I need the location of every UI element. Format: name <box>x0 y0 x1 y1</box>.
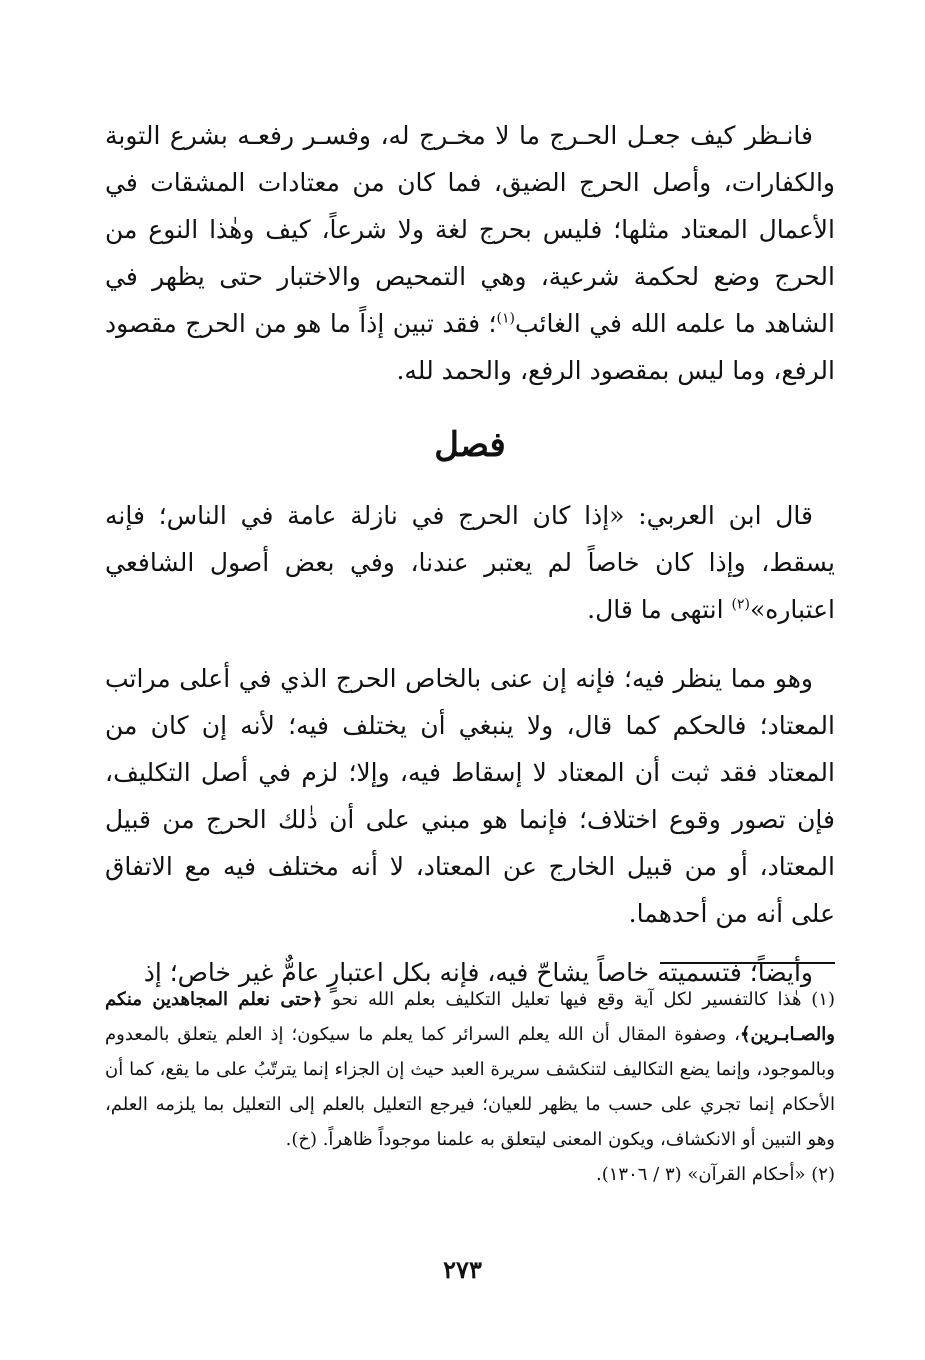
paragraph-2-text: قال ابن العربي: «إذا كان الحرج في نازلة عامة في الناس؛ فإنه يسقط، وإذا كان خاصاً لم يعتبر عندنا، وفي بعض أصول الشافعي اعتباره» <box>105 501 835 624</box>
page-number: ٢٧٣ <box>443 1255 482 1284</box>
footnote-1 <box>105 982 835 1157</box>
section-heading: فصل <box>434 425 506 465</box>
footnote-2: (٢) «أحكام القرآن» (٣ / ١٣٠٦). <box>596 1164 835 1185</box>
paragraph-2 <box>105 492 835 633</box>
paragraph-1 <box>105 112 835 394</box>
paragraph-2-end: انتهى ما قال. <box>587 595 732 624</box>
paragraph-3: وهو مما ينظر فيه؛ فإنه إن عنى بالخاص الحرج الذي في أعلى مراتب المعتاد؛ فالحكم كما قال، ولا ينبغي أن يختلف فيه؛ لأنه إن كان من المعتاد فقد ثبت أن المعتاد لا إسقاط فيه، وإلا؛ لزم في أصل التكليف، فإن تصور وقوع اختلاف؛ فإنما هو مبني على أن ذٰلك الحرج من قبيل المعتاد، أو من قبيل الخارج عن المعتاد، لا أنه مختلف فيه مع الاتفاق على أنه من أحدهما. <box>105 664 835 928</box>
footnote-ref-1: (١) <box>496 310 515 327</box>
main-text <box>105 112 835 1018</box>
footnotes <box>105 982 835 1192</box>
paragraph-1-end: ؛ فقد تبين إذاً ما هو من الحرج مقصود الرفع، وما ليس بمقصود الرفع، والحمد لله. <box>105 309 835 385</box>
paragraph-4: وأيضاً؛ فتسميته خاصاً يشاحّ فيه، فإنه بكل اعتبارٍ عامٌّ غير خاص؛ إذ <box>143 958 813 987</box>
footnote-1-quote: ﴿حتى نعلم المجاهدين منكم والصـابـرين﴾ <box>105 989 835 1045</box>
footnote-1-start: (١) هٰذا كالتفسير لكل آية وقع فيها تعليل التكليف بعلم الله نحو <box>332 989 835 1010</box>
footnote-ref-2: (٢) <box>731 596 750 613</box>
paragraph-1-text: فانـظر كيف جعـل الحـرج ما لا مخـرج له، وفسـر رفعـه بشرع التوبة والكفارات، وأصل الحرج الضيق، فما كان من معتادات المشقات في الأعمال المعتاد مثلها؛ فليس بحرج لغة ولا شرعاً، كيف وهٰذا النوع من الحرج وضع لحكمة شرعية، وهي التمحيص والاختبار حتى يظهر في الشاهد ما علمه الله في الغائب <box>105 121 835 338</box>
footnote-1-rest: ، وصفوة المقال أن الله يعلم السرائر كما يعلم ما سيكون؛ إذ العلم يتعلق بالمعدوم وبالموجود، وإنما يضع التكاليف لتنكشف سريرة العبد حيث إن الجزاء إنما يترتّبُ على ما يقع، كما أن الأحكام إنما تجري على حسب ما يظهر للعيان؛ فيرجع التعليل بالعلم إلى التعليل بما يلزمه العلم، وهو التبين أو الانكشاف، ويكون المعنى ليتعلق به علمنا موجوداً ظاهراً. (خ). <box>105 1024 835 1150</box>
footnote-divider <box>660 962 835 964</box>
